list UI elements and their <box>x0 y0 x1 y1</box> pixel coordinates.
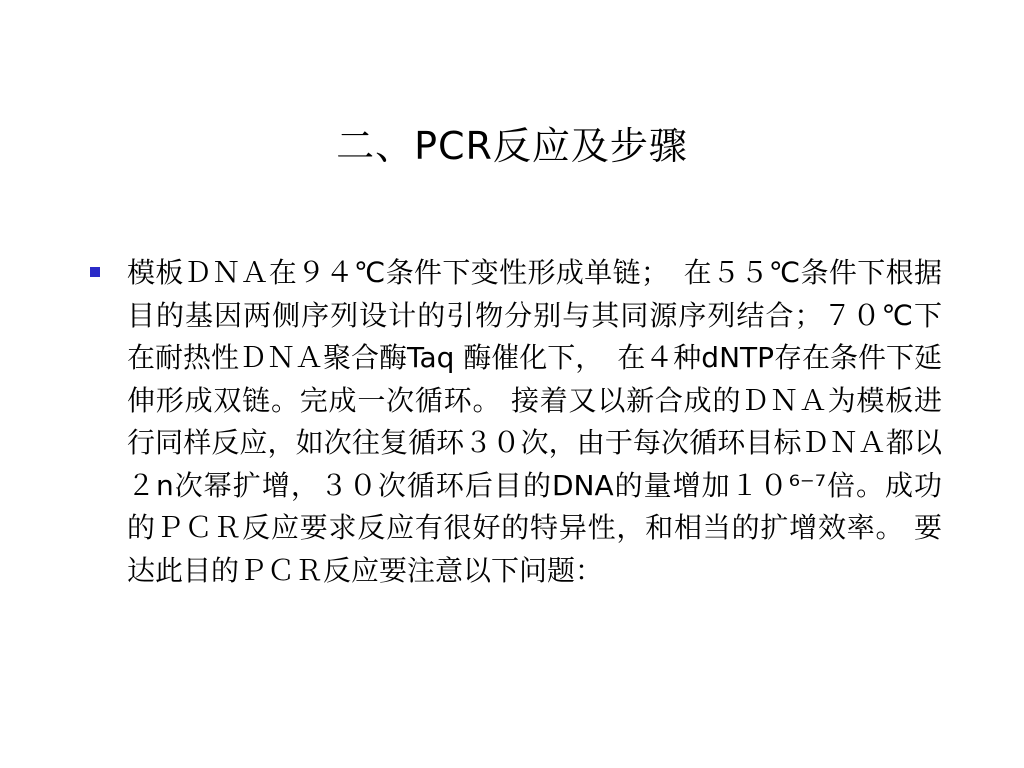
slide-title: 二、PCR反应及步骤 <box>336 124 688 168</box>
bullet-item <box>90 252 942 592</box>
square-bullet-icon <box>90 267 100 277</box>
bullet-text: 模板ＤＮＡ在９４℃条件下变性形成单链； 在５５℃条件下根据目的基因两侧序列设计的引物分别与其同源序列结合；７０℃下在耐热性ＤＮＡ聚合酶Taq 酶催化下， 在４种dNTP存在条件下延伸形成双链。完成一次循环。 接着又以新合成的ＤＮＡ为模板进行同样反应，如次往复循环３０次，由于每次循环目标ＤＮＡ都以２n次幂扩增，３０次循环后目的DNA的量增加１０⁶⁻⁷倍。成功的ＰＣＲ反应要求反应有很好的特异性，和相当的扩增效率。 要达此目的ＰＣＲ反应要注意以下问题： <box>127 256 943 587</box>
bullet-list <box>90 252 942 592</box>
